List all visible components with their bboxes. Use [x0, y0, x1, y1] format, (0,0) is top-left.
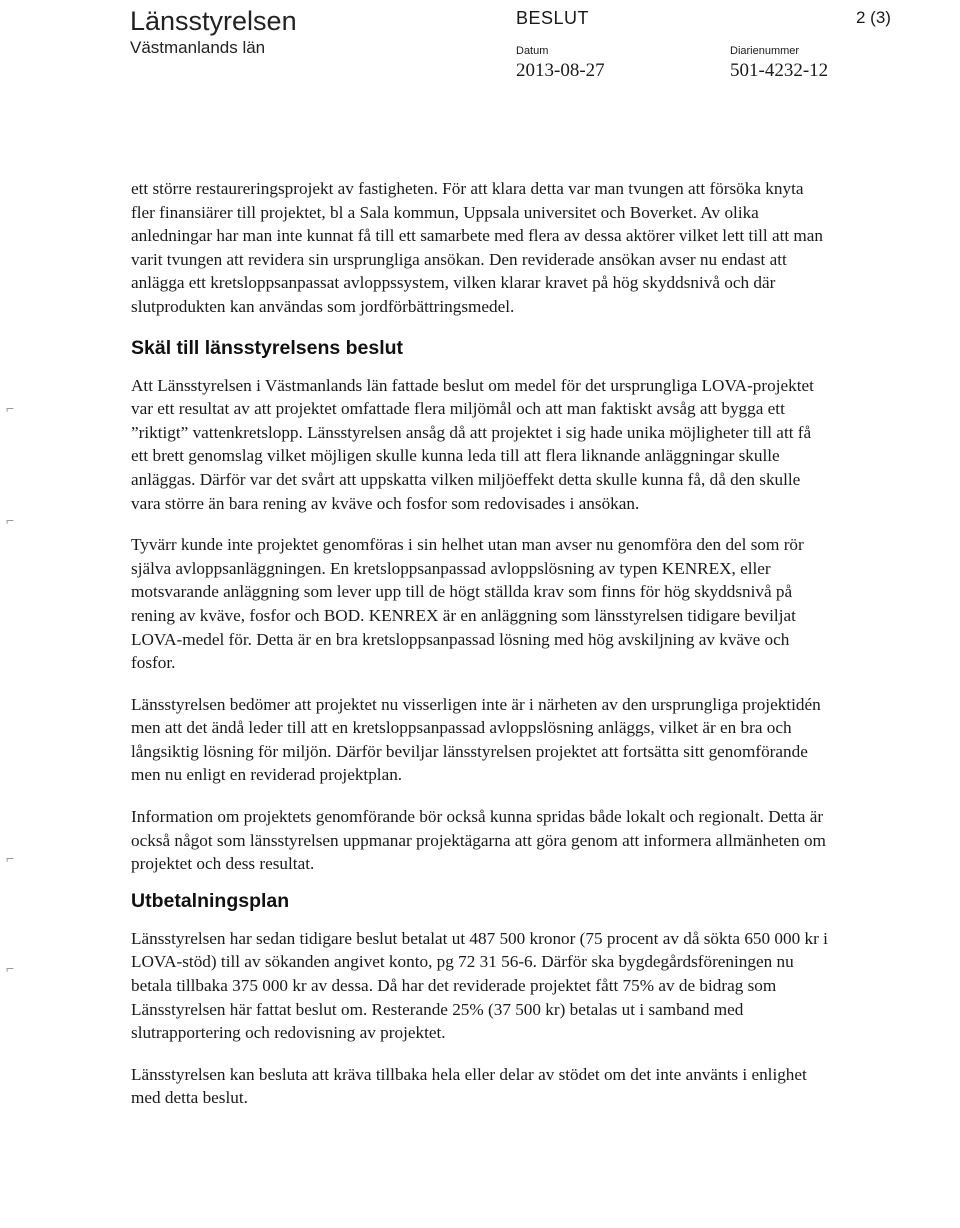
document-type: BESLUT [516, 8, 590, 28]
org-name: Länsstyrelsen [130, 6, 297, 36]
paragraph-reasons-3: Länsstyrelsen bedömer att projektet nu visserligen inte är i närheten av den ursprungliga projektidén men att det ändå leder till att en kretsloppsanpassad avloppslösning anläggs, vilket är en bra och långsiktig lösning för miljön. Därför beviljar länsstyrelsen projektet att fortsätta sitt genomförande men nu enligt en reviderad projektplan. [131, 694, 821, 785]
section-heading-reasons: Skäl till länsstyrelsens beslut [131, 336, 404, 359]
diarie-label: Diarienummer [730, 45, 800, 57]
scan-mark: ⌐ [6, 400, 15, 416]
page-number: 2 (3) [856, 8, 891, 27]
date-value: 2013-08-27 [516, 60, 605, 81]
paragraph-intro: ett större restaureringsprojekt av fastigheten. För att klara detta var man tvungen att försöka knyta fler finansiärer till projektet, bl a Sala kommun, Uppsala universitet och Boverket. Av olika anledningar har man inte kunnat få till ett samarbete med flera av dessa aktörer vilket lett till att man varit tvungen att revidera sin ursprungliga ansökan. Den reviderade ansökan avser nu endast att anlägga ett kretsloppsanpassat avloppssystem, vilken klarar kravet på hög skyddsnivå och där slutprodukten kan användas som jordförbättringsmedel. [131, 179, 824, 316]
section-heading-payment-plan: Utbetalningsplan [131, 889, 290, 912]
document-body [131, 177, 831, 1128]
paragraph-reasons-1: Att Länsstyrelsen i Västmanlands län fattade beslut om medel för det ursprungliga LOVA-projektet var ett resultat av att projektet omfattade flera miljömål och att man faktiskt avsåg att bygga ett ”riktigt” vattenkretslopp. Länsstyrelsen ansåg då att projektet i sig hade unika möjligheter till att få ett brett genomslag vilket möjligen skulle kunna leda till att flera liknande anläggningar skulle anläggas. Därför var det svårt att uppskatta vilken miljöeffekt detta skulle kunna få, då den skulle vara större än bara rening av kväve och fosfor som redovisades i ansökan. [131, 375, 814, 513]
letterhead [0, 0, 960, 90]
scan-mark: ⌐ [6, 960, 15, 976]
diarie-value: 501-4232-12 [730, 60, 829, 81]
scan-mark: ⌐ [6, 850, 15, 866]
paragraph-reasons-2: Tyvärr kunde inte projektet genomföras i sin helhet utan man avser nu genomföra den del som rör själva avloppsanläggningen. En kretsloppsanpassad avloppslösning av typen KENREX, eller motsvarande anläggning som lever upp till de högt ställda krav som finns för hög skyddsnivå på rening av kväve, fosfor och BOD. KENREX är en anläggning som länsstyrelsen tidigare beviljat LOVA-medel för. Detta är en bra kretsloppsanpassad lösning med hög avskiljning av kväve och fosfor. [131, 535, 804, 673]
date-label: Datum [516, 45, 549, 57]
paragraph-payment-2: Länsstyrelsen kan besluta att kräva tillbaka hela eller delar av stödet om det inte använts i enlighet med detta beslut. [131, 1064, 807, 1108]
paragraph-reasons-4: Information om projektets genomförande bör också kunna spridas både lokalt och regionalt. Detta är också något som länsstyrelsen uppmanar projektägarna att göra genom att informera allmänheten om projektet och dess resultat. [131, 807, 826, 874]
org-subtitle: Västmanlands län [130, 38, 266, 57]
paragraph-payment-1: Länsstyrelsen har sedan tidigare beslut betalat ut 487 500 kronor (75 procent av då sökta 650 000 kr i LOVA-stöd) till av sökanden angivet konto, pg 72 31 56-6. Därför ska bygdegårdsföreningen nu betala tillbaka 375 000 kr av dessa. Då har det reviderade projektet fått 75% av de bidrag som Länsstyrelsen här fattat beslut om. Resterande 25% (37 500 kr) betalas ut i samband med slutrapportering och redovisning av projektet. [131, 928, 828, 1043]
scan-mark: ⌐ [6, 512, 15, 528]
